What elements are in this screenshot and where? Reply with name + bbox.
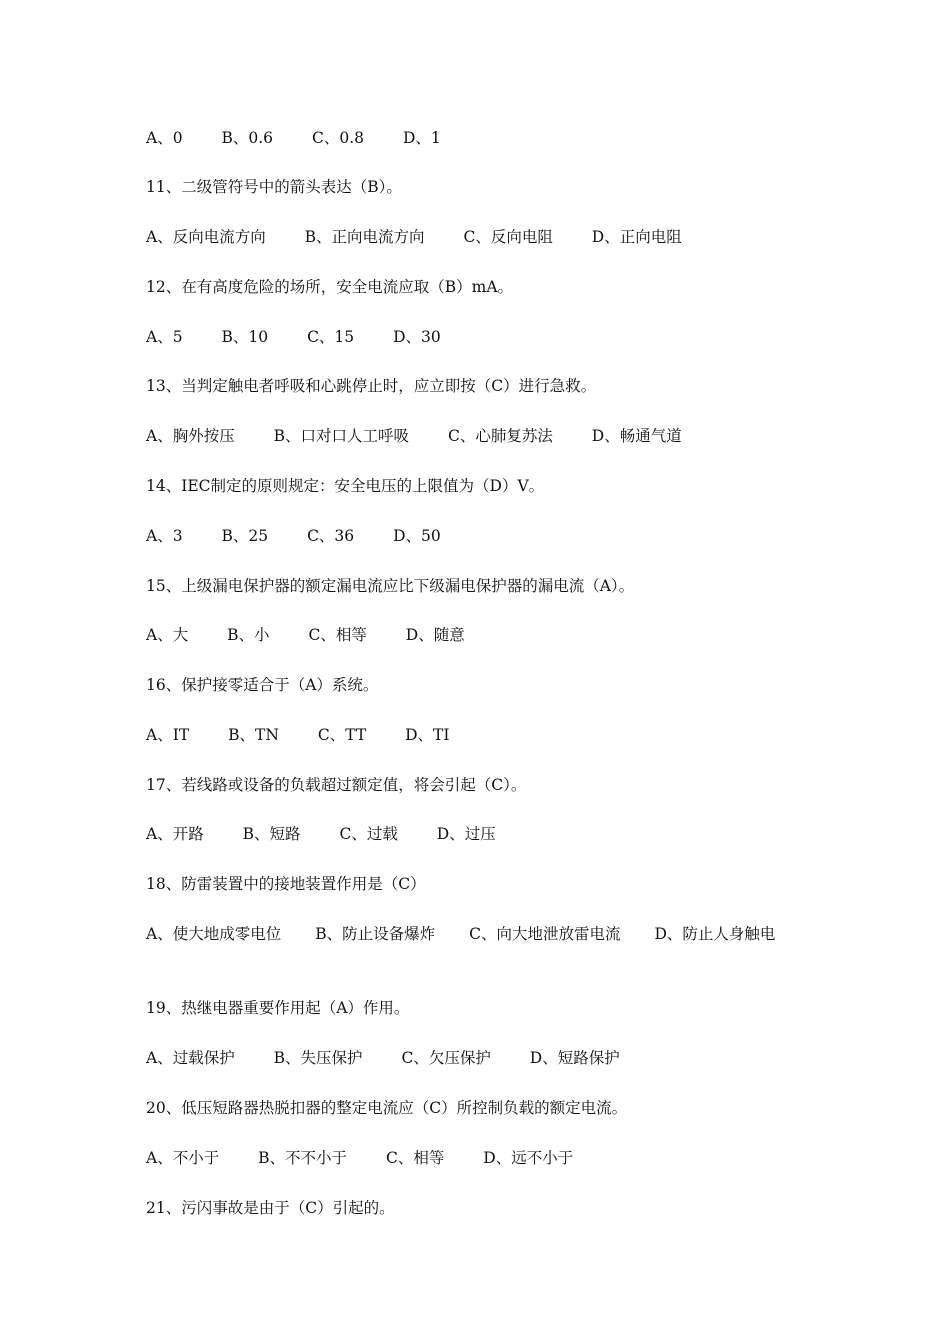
option-a: A、3 — [146, 527, 183, 545]
option-b: B、不不小于 — [258, 1149, 348, 1167]
option-d: D、30 — [393, 328, 441, 346]
option-a: A、反向电流方向 — [146, 228, 266, 246]
option-b: B、25 — [221, 527, 269, 545]
option-c: C、相等 — [385, 1149, 445, 1167]
option-c: C、向大地泄放雷电流 — [469, 925, 621, 943]
option-c: C、15 — [307, 328, 355, 346]
option-d: D、TI — [405, 726, 450, 744]
question-line: 14、IEC制定的原则规定：安全电压的上限值为（D）V。 — [146, 477, 545, 495]
option-d: D、防止人身触电 — [654, 925, 776, 943]
option-d: D、过压 — [436, 825, 496, 843]
option-d: D、随意 — [405, 626, 465, 644]
option-b: B、正向电流方向 — [304, 228, 425, 246]
option-a: A、0 — [146, 129, 183, 147]
option-c: C、0.8 — [311, 129, 364, 147]
option-a: A、不小于 — [146, 1149, 220, 1167]
option-a: A、5 — [146, 328, 183, 346]
question-line: 19、热继电器重要作用起（A）作用。 — [146, 999, 410, 1017]
options-line — [146, 1046, 620, 1070]
question-line: 21、污闪事故是由于（C）引起的。 — [146, 1199, 395, 1217]
options-line — [146, 325, 441, 349]
option-a: A、使大地成零电位 — [146, 925, 282, 943]
question-line: 20、低压短路器热脱扣器的整定电流应（C）所控制负载的额定电流。 — [146, 1099, 628, 1117]
option-b: B、失压保护 — [273, 1049, 363, 1067]
option-d: D、远不小于 — [483, 1149, 574, 1167]
option-a: A、过载保护 — [146, 1049, 235, 1067]
option-b: B、短路 — [242, 825, 301, 843]
option-a: A、大 — [146, 626, 189, 644]
option-d: D、短路保护 — [529, 1049, 620, 1067]
options-line — [146, 723, 449, 747]
option-a: A、开路 — [146, 825, 204, 843]
option-a: A、IT — [146, 726, 190, 744]
options-line — [146, 126, 441, 150]
question-line: 16、保护接零适合于（A）系统。 — [146, 676, 379, 694]
option-c: C、反向电阻 — [463, 228, 553, 246]
option-b: B、小 — [227, 626, 270, 644]
option-c: C、过载 — [339, 825, 398, 843]
option-b: B、防止设备爆炸 — [315, 925, 436, 943]
option-c: C、TT — [317, 726, 367, 744]
option-c: C、心肺复苏法 — [447, 427, 553, 445]
question-line: 17、若线路或设备的负载超过额定值，将会引起（C）。 — [146, 776, 527, 794]
question-line: 11、二级管符号中的箭头表达（B）。 — [146, 178, 402, 196]
option-d: D、正向电阻 — [591, 228, 682, 246]
option-b: B、TN — [228, 726, 279, 744]
option-c: C、相等 — [308, 626, 367, 644]
option-d: D、畅通气道 — [591, 427, 682, 445]
option-b: B、0.6 — [221, 129, 274, 147]
options-line — [146, 424, 682, 448]
option-c: C、36 — [307, 527, 355, 545]
option-b: B、口对口人工呼吸 — [273, 427, 410, 445]
question-line: 18、防雷装置中的接地装置作用是（C） — [146, 875, 426, 893]
options-line — [146, 623, 465, 647]
options-line — [146, 225, 682, 249]
options-line — [146, 1146, 573, 1170]
option-a: A、胸外按压 — [146, 427, 235, 445]
option-b: B、10 — [221, 328, 269, 346]
options-line — [146, 524, 441, 548]
option-d: D、50 — [393, 527, 441, 545]
question-line: 15、上级漏电保护器的额定漏电流应比下级漏电保护器的漏电流（A）。 — [146, 577, 635, 595]
options-line — [146, 822, 496, 846]
question-line: 13、当判定触电者呼吸和心跳停止时，应立即按（C）进行急救。 — [146, 377, 597, 395]
option-d: D、1 — [402, 129, 441, 147]
option-c: C、欠压保护 — [401, 1049, 491, 1067]
question-line: 12、在有高度危险的场所，安全电流应取（B）mA。 — [146, 278, 514, 296]
options-line-wrapped — [146, 922, 814, 946]
